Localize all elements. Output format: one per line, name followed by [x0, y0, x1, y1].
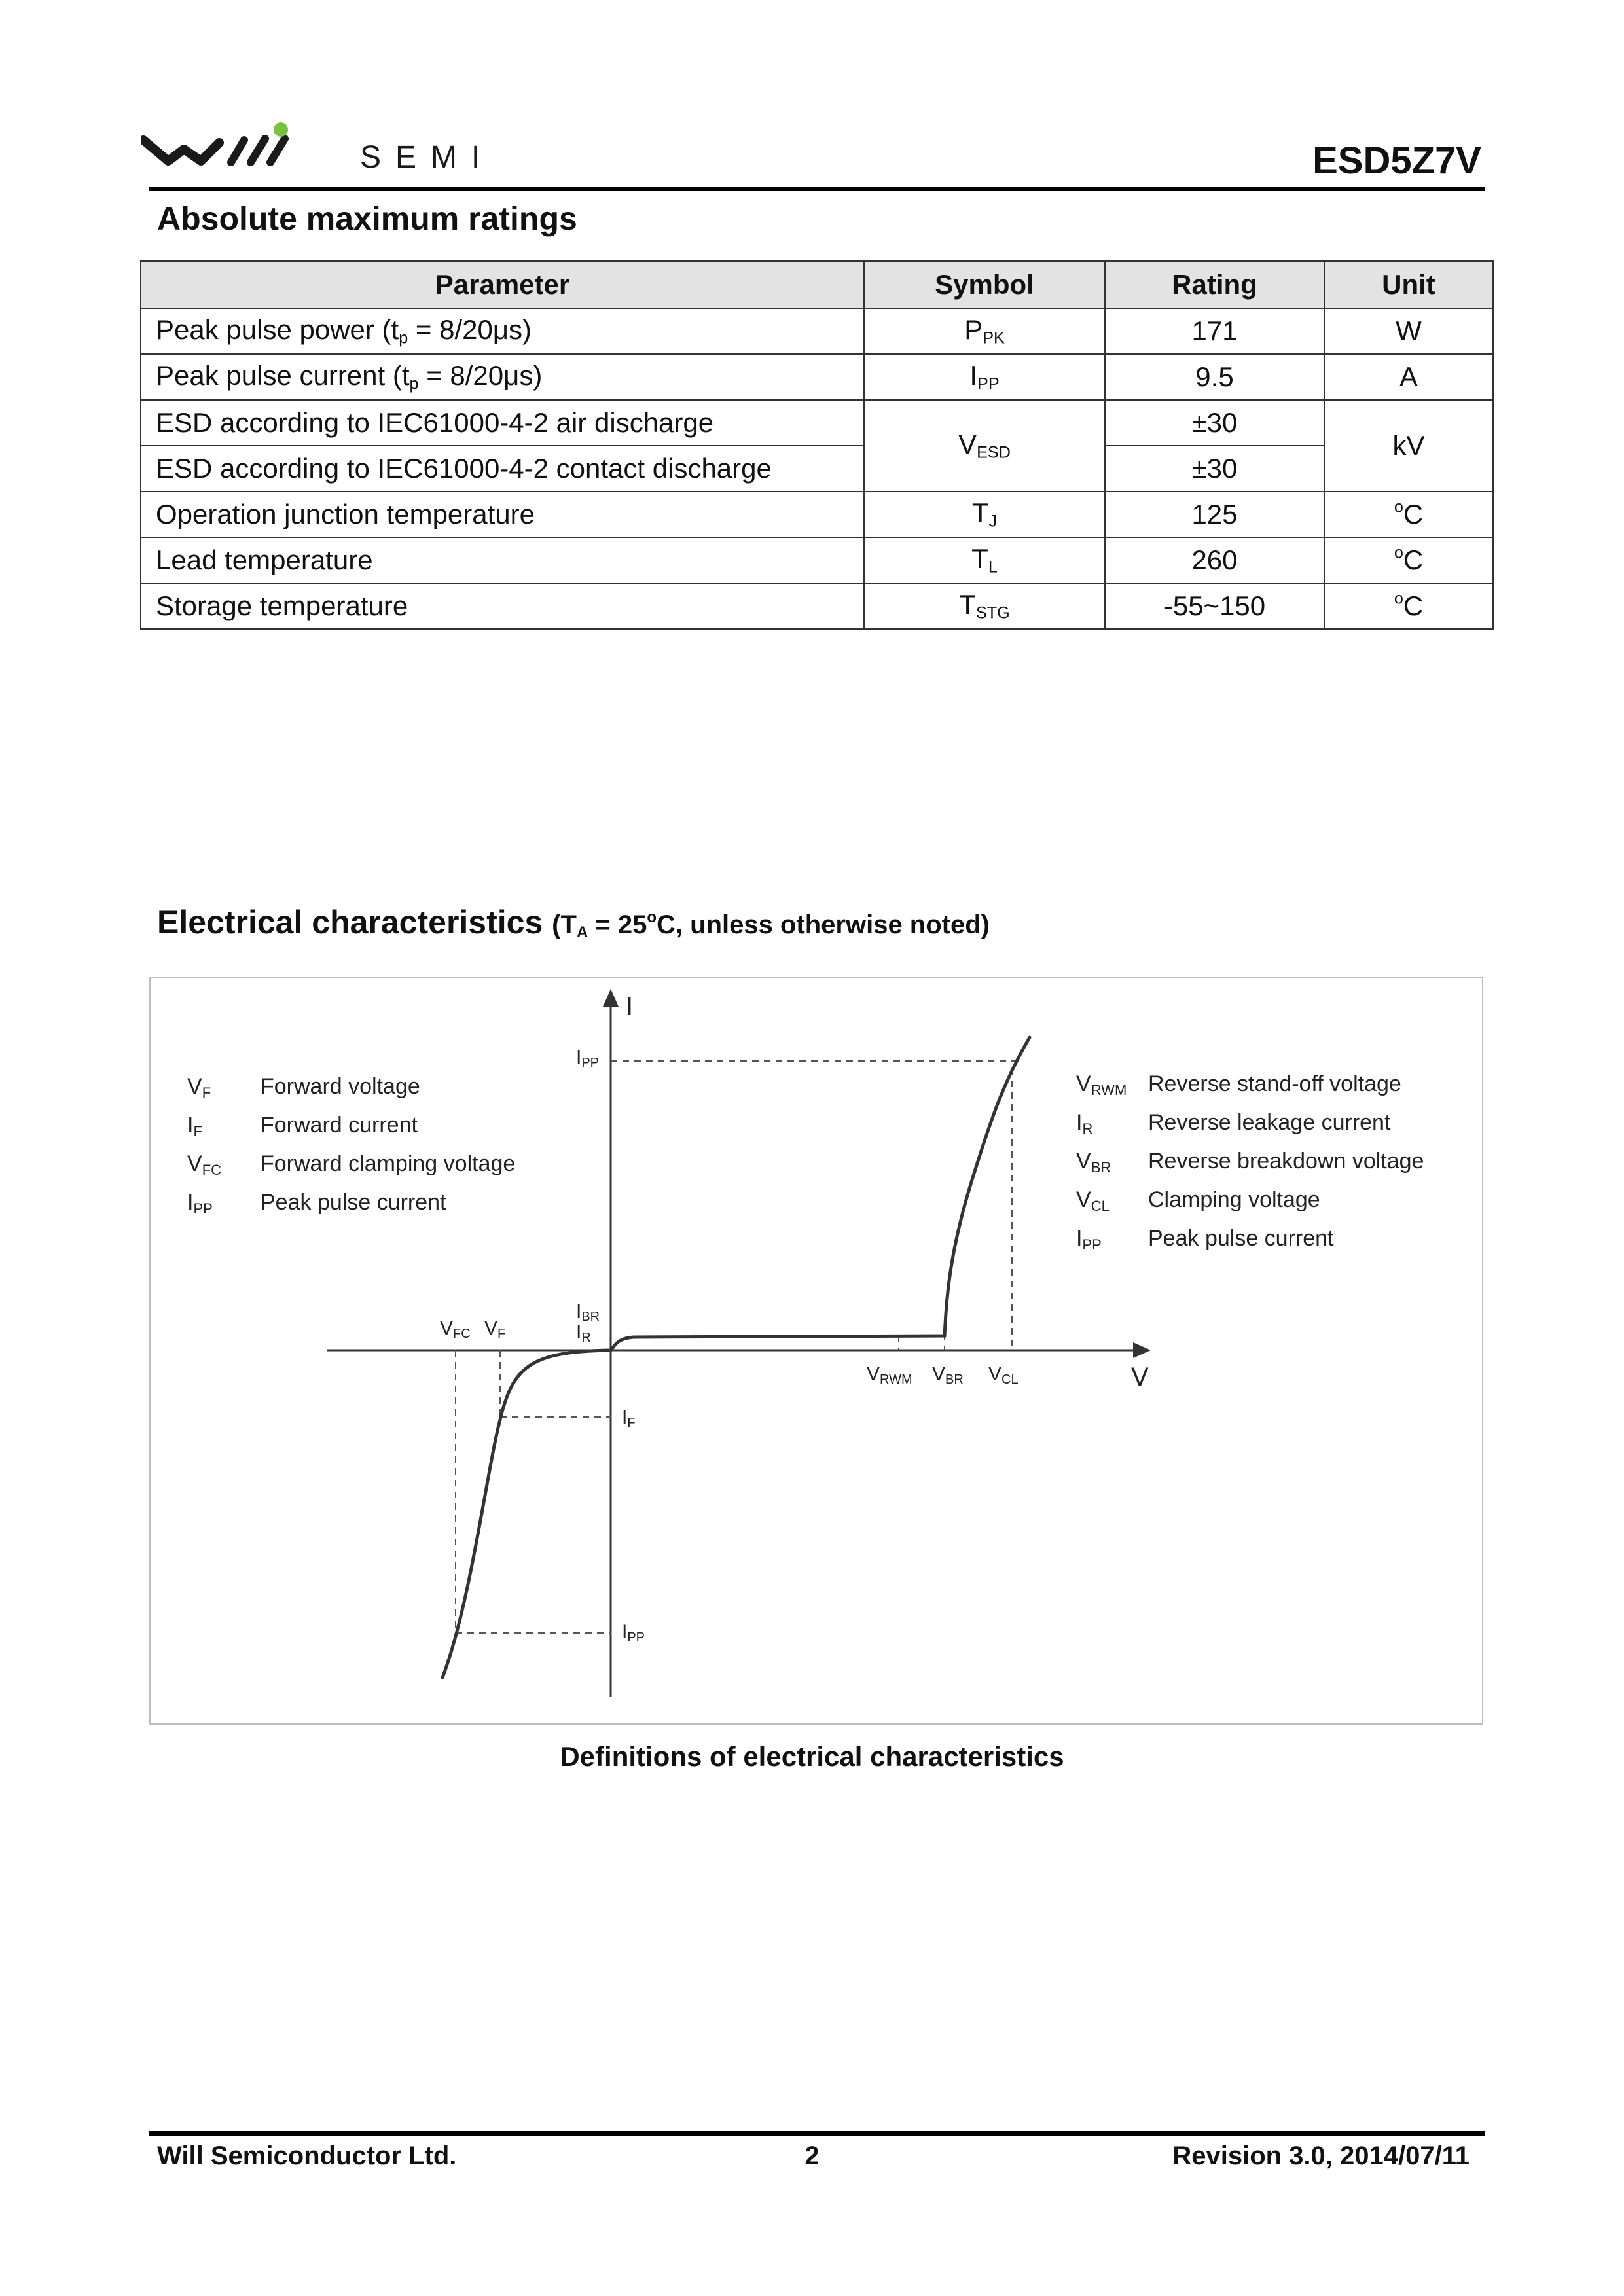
- table-row: [141, 583, 1493, 629]
- table-row: [141, 400, 1493, 446]
- unit-cell: $^o$C: [1324, 537, 1493, 583]
- label-vcl: VCL: [988, 1363, 1019, 1387]
- unit-cell: kV: [1324, 400, 1493, 492]
- table-row: [141, 354, 1493, 400]
- param-cell: Peak pulse power $(t_p = 8/20\mu s)$: [141, 308, 864, 354]
- absolute-max-ratings-title: Absolute maximum ratings: [157, 200, 577, 237]
- svg-text:Forward voltage: Forward voltage: [261, 1074, 420, 1099]
- label-vf: VF: [484, 1318, 506, 1341]
- current-axis-arrow: [603, 989, 619, 1007]
- rating-cell: 171: [1105, 308, 1324, 354]
- label-ir: IR: [576, 1321, 591, 1345]
- column-header-parameter: Parameter: [141, 261, 864, 308]
- svg-text:Peak pulse current: Peak pulse current: [261, 1190, 446, 1215]
- rating-cell: -55~150: [1105, 583, 1324, 629]
- label-ipp-top: IPP: [576, 1047, 600, 1070]
- label-ipp-bottom: IPP: [622, 1621, 645, 1645]
- param-cell: ESD according to IEC61000-4-2 air discharge: [141, 400, 864, 446]
- header-divider: [149, 187, 1485, 191]
- unit-cell: W: [1324, 308, 1493, 354]
- right-legend: [1076, 1071, 1424, 1253]
- svg-text:Reverse stand-off voltage: Reverse stand-off voltage: [1148, 1071, 1401, 1096]
- svg-text:Reverse breakdown voltage: Reverse breakdown voltage: [1148, 1149, 1424, 1174]
- will-semi-logo: [141, 118, 514, 190]
- label-vrwm: VRWM: [867, 1363, 912, 1387]
- column-header-symbol: Symbol: [864, 261, 1105, 308]
- svg-text:Clamping voltage: Clamping voltage: [1148, 1187, 1320, 1212]
- part-number: ESD5Z7V: [1312, 139, 1481, 182]
- label-if: IF: [622, 1407, 636, 1430]
- axis-label-v: V: [1131, 1363, 1149, 1391]
- table-row: [141, 537, 1493, 583]
- svg-text:VRWM: VRWM: [1076, 1071, 1127, 1098]
- iv-curve: [442, 1037, 1030, 1677]
- symbol-cell: $I_{PP}$: [864, 354, 1105, 400]
- left-legend: [187, 1074, 515, 1217]
- svg-text:IPP: IPP: [1076, 1226, 1102, 1253]
- logo-text: SEMI: [360, 140, 495, 175]
- param-cell: Lead temperature: [141, 537, 864, 583]
- svg-text:IPP: IPP: [187, 1190, 213, 1217]
- footer-revision: Revision 3.0, 2014/07/11: [1172, 2142, 1470, 2170]
- svg-text:Forward clamping voltage: Forward clamping voltage: [261, 1151, 516, 1176]
- rating-cell: 260: [1105, 537, 1324, 583]
- label-vbr: VBR: [932, 1363, 964, 1387]
- iv-characteristic-diagram: [149, 977, 1481, 1722]
- svg-text:VBR: VBR: [1076, 1149, 1111, 1175]
- symbol-cell: $P_{PK}$: [864, 308, 1105, 354]
- symbol-cell: $V_{ESD}$: [864, 400, 1105, 492]
- rating-cell: ±30: [1105, 400, 1324, 446]
- label-vfc: VFC: [440, 1318, 471, 1341]
- unit-cell: $^o$C: [1324, 583, 1493, 629]
- svg-text:VFC: VFC: [187, 1151, 222, 1178]
- param-cell: Peak pulse current $(t_p = 8/20\mu s)$: [141, 354, 864, 400]
- symbol-cell: $T_L$: [864, 537, 1105, 583]
- footer-divider: [149, 2131, 1485, 2136]
- logo-green-dot: [274, 122, 288, 137]
- electrical-characteristics-title: Electrical characteristics ($T_A = 25^oC$, unless otherwise noted): [157, 904, 990, 941]
- table-header-row: [141, 261, 1493, 308]
- table-row: [141, 446, 1493, 492]
- symbol-cell: $T_J$: [864, 492, 1105, 537]
- symbol-cell: $T_{STG}$: [864, 583, 1105, 629]
- test-condition: ($T_A = 25^oC$, unless otherwise noted): [552, 908, 990, 941]
- param-cell: Storage temperature: [141, 583, 864, 629]
- rating-cell: 125: [1105, 492, 1324, 537]
- svg-text:Reverse leakage current: Reverse leakage current: [1148, 1110, 1391, 1135]
- svg-text:Peak pulse current: Peak pulse current: [1148, 1226, 1334, 1251]
- footer-company: Will Semiconductor Ltd.: [157, 2142, 457, 2170]
- axis-label-i: I: [626, 992, 634, 1021]
- unit-cell: A: [1324, 354, 1493, 400]
- rating-cell: ±30: [1105, 446, 1324, 492]
- rating-cell: 9.5: [1105, 354, 1324, 400]
- svg-text:Forward current: Forward current: [261, 1113, 418, 1138]
- absolute-max-ratings-table: [140, 260, 1494, 630]
- table-row: [141, 492, 1493, 537]
- param-cell: Operation junction temperature: [141, 492, 864, 537]
- param-cell: ESD according to IEC61000-4-2 contact discharge: [141, 446, 864, 492]
- diagram-caption: Definitions of electrical characteristics: [560, 1741, 1064, 1772]
- table-row: [141, 308, 1493, 354]
- column-header-unit: Unit: [1324, 261, 1493, 308]
- label-ibr: IBR: [576, 1300, 600, 1324]
- svg-text:IF: IF: [187, 1113, 202, 1139]
- svg-text:VCL: VCL: [1076, 1187, 1110, 1214]
- svg-text:IR: IR: [1076, 1110, 1093, 1137]
- svg-text:VF: VF: [187, 1074, 211, 1101]
- column-header-rating: Rating: [1105, 261, 1324, 308]
- unit-cell: $^o$C: [1324, 492, 1493, 537]
- footer-page-number: 2: [804, 2142, 820, 2170]
- voltage-axis-arrow: [1133, 1342, 1151, 1358]
